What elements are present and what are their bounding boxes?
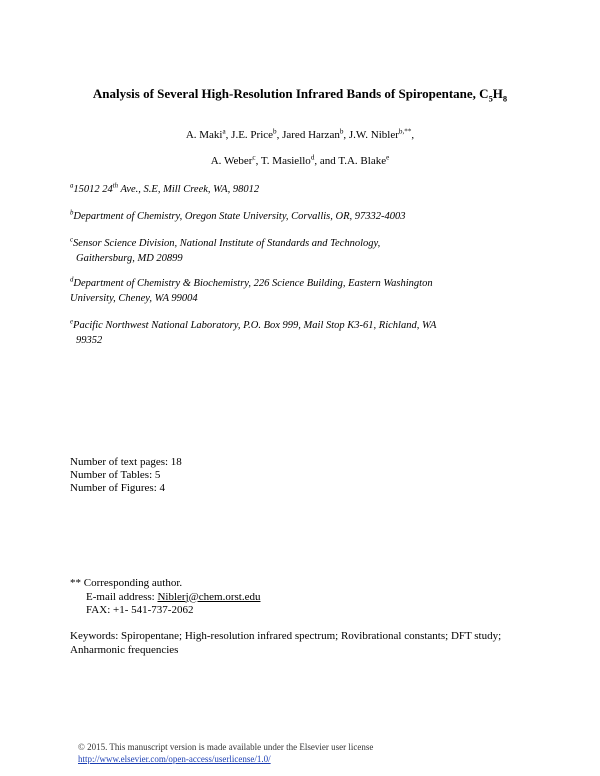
author-mark: c xyxy=(252,153,256,162)
author: Jared Harzan xyxy=(282,129,340,141)
license-link[interactable]: http://www.elsevier.com/open-access/userlicense/1.0/ xyxy=(78,754,271,764)
title-sub-5: 5 xyxy=(488,93,493,104)
figures-count: Number of Figures: 4 xyxy=(70,482,166,494)
affiliation-text-cont: 99352 xyxy=(76,335,103,346)
author-mark: d xyxy=(310,153,315,162)
author-sep: , xyxy=(276,129,283,141)
email-link[interactable]: Niblerj@chem.orst.edu xyxy=(157,590,261,603)
author-mark: e xyxy=(386,153,390,162)
affiliation-a xyxy=(70,182,540,197)
affiliation-d xyxy=(70,276,540,306)
author: J.W. Nibler xyxy=(348,129,399,141)
affiliation-mark: c xyxy=(70,236,74,244)
affiliation-text: Ave., S.E, Mill Creek, WA, 98012 xyxy=(118,184,260,195)
author-mark: a xyxy=(222,127,226,136)
email-line xyxy=(70,591,260,605)
author-mark: b xyxy=(273,127,277,136)
text-pages-count: Number of text pages: 18 xyxy=(70,456,182,468)
ordinal-suffix: th xyxy=(112,182,119,190)
affiliation-text: Sensor Science Division, National Institute of Standards and Technology, xyxy=(73,238,381,249)
license-footer xyxy=(78,741,373,765)
author: T. Masiello xyxy=(260,155,311,167)
affiliation-text: 15012 24 xyxy=(73,184,113,195)
title-text: Analysis of Several High-Resolution Infrared Bands of Spiropentane, C xyxy=(92,86,489,101)
paper-title xyxy=(0,86,600,102)
author: T.A. Blake xyxy=(338,155,387,167)
title-sub-8: 8 xyxy=(502,93,508,104)
keywords: Keywords: Spiropentane; High-resolution infrared spectrum; Rovibrational constants; DFT study; Anharmonic frequencies xyxy=(70,630,502,656)
author-mark: b xyxy=(339,127,344,136)
license-text: © 2015. This manuscript version is made available under the Elsevier user license xyxy=(78,742,374,752)
title-h: H xyxy=(492,86,503,101)
affiliation-mark: d xyxy=(70,276,74,284)
author-line-2 xyxy=(0,155,600,167)
author-sep: , and xyxy=(314,155,339,167)
affiliation-mark: b xyxy=(70,209,74,217)
affiliation-b xyxy=(70,209,540,224)
author: A. Weber xyxy=(210,155,253,167)
affiliation-mark: e xyxy=(70,318,74,326)
author-sep: , xyxy=(411,129,415,141)
author: A. Maki xyxy=(185,129,223,141)
corresponding-author-block xyxy=(70,577,260,618)
manuscript-counts xyxy=(70,456,182,495)
affiliation-text: Pacific Northwest National Laboratory, P.O. Box 999, Mail Stop K3-61, Richland, WA xyxy=(73,320,437,331)
corresponding-label: ** Corresponding author. xyxy=(70,577,183,589)
email-label: E-mail address: xyxy=(86,590,158,603)
affiliation-text: Department of Chemistry & Biochemistry, 226 Science Building, Eastern Washington xyxy=(73,278,433,289)
author-line-1 xyxy=(0,129,600,141)
affiliation-text: Department of Chemistry, Oregon State University, Corvallis, OR, 97332-4003 xyxy=(73,211,406,222)
fax-line: FAX: +1- 541-737-2062 xyxy=(86,604,194,616)
affiliation-mark: a xyxy=(70,182,74,190)
tables-count: Number of Tables: 5 xyxy=(70,469,161,481)
author: J.E. Price xyxy=(231,129,274,141)
author-sep: , xyxy=(255,155,261,167)
author-mark: b,** xyxy=(398,127,412,136)
affiliation-text-cont: University, Cheney, WA 99004 xyxy=(70,293,198,304)
affiliation-e xyxy=(70,318,540,348)
affiliation-c xyxy=(70,236,540,266)
affiliation-text-cont: Gaithersburg, MD 20899 xyxy=(76,253,183,264)
author-sep: , xyxy=(343,129,349,141)
author-sep: , xyxy=(225,129,232,141)
